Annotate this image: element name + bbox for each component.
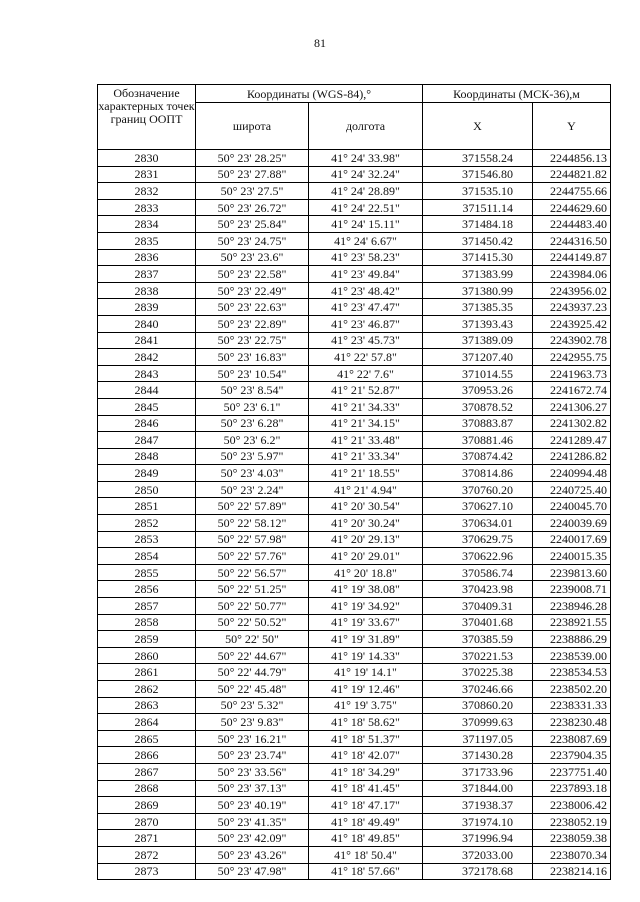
cell-latitude: 50° 23' 2.24": [196, 481, 309, 498]
cell-x: 370999.63: [423, 714, 533, 731]
cell-longitude: 41° 21' 33.48": [309, 432, 423, 449]
cell-latitude: 50° 23' 22.58": [196, 266, 309, 283]
cell-y: 2237904.35: [533, 747, 611, 764]
header-latitude: широта: [196, 103, 309, 150]
cell-longitude: 41° 23' 49.84": [309, 266, 423, 283]
cell-y: 2240017.69: [533, 531, 611, 548]
cell-longitude: 41° 22' 57.8": [309, 349, 423, 366]
table-row: [98, 498, 611, 515]
cell-x: 371558.24: [423, 150, 533, 167]
cell-point-id: 2851: [98, 498, 196, 515]
cell-longitude: 41° 19' 3.75": [309, 697, 423, 714]
cell-longitude: 41° 24' 32.24": [309, 166, 423, 183]
cell-x: 371383.99: [423, 266, 533, 283]
cell-longitude: 41° 20' 18.8": [309, 564, 423, 581]
cell-x: 370878.52: [423, 398, 533, 415]
cell-x: 371197.05: [423, 730, 533, 747]
cell-longitude: 41° 18' 49.85": [309, 830, 423, 847]
cell-point-id: 2847: [98, 432, 196, 449]
cell-y: 2242955.75: [533, 349, 611, 366]
cell-longitude: 41° 21' 4.94": [309, 481, 423, 498]
cell-point-id: 2837: [98, 266, 196, 283]
cell-y: 2240725.40: [533, 481, 611, 498]
table-row: [98, 150, 611, 167]
cell-x: 371415.30: [423, 249, 533, 266]
cell-x: 370409.31: [423, 598, 533, 615]
cell-y: 2241963.73: [533, 365, 611, 382]
cell-point-id: 2856: [98, 581, 196, 598]
cell-longitude: 41° 19' 38.08": [309, 581, 423, 598]
table-row: [98, 647, 611, 664]
cell-point-id: 2840: [98, 315, 196, 332]
cell-point-id: 2859: [98, 631, 196, 648]
cell-y: 2238534.53: [533, 664, 611, 681]
table-row: [98, 183, 611, 200]
cell-y: 2238886.29: [533, 631, 611, 648]
cell-point-id: 2838: [98, 282, 196, 299]
table-row: [98, 548, 611, 565]
cell-y: 2240039.69: [533, 515, 611, 532]
cell-longitude: 41° 24' 22.51": [309, 199, 423, 216]
table-row: [98, 780, 611, 797]
coordinates-table: [97, 84, 611, 880]
table-row: [98, 681, 611, 698]
cell-longitude: 41° 18' 41.45": [309, 780, 423, 797]
cell-y: 2238087.69: [533, 730, 611, 747]
cell-latitude: 50° 23' 6.2": [196, 432, 309, 449]
cell-y: 2243925.42: [533, 315, 611, 332]
cell-longitude: 41° 24' 28.89": [309, 183, 423, 200]
cell-y: 2244629.60: [533, 199, 611, 216]
cell-latitude: 50° 23' 6.1": [196, 398, 309, 415]
cell-point-id: 2873: [98, 863, 196, 880]
table-row: [98, 581, 611, 598]
cell-point-id: 2857: [98, 598, 196, 615]
cell-x: 371535.10: [423, 183, 533, 200]
cell-longitude: 41° 21' 33.34": [309, 448, 423, 465]
cell-latitude: 50° 23' 41.35": [196, 813, 309, 830]
table-row: [98, 564, 611, 581]
table-row: [98, 631, 611, 648]
cell-latitude: 50° 22' 56.57": [196, 564, 309, 581]
page-number: 81: [314, 36, 326, 50]
cell-x: 371207.40: [423, 349, 533, 366]
cell-x: 370860.20: [423, 697, 533, 714]
cell-y: 2238921.55: [533, 614, 611, 631]
cell-point-id: 2833: [98, 199, 196, 216]
table-row: [98, 415, 611, 432]
cell-latitude: 50° 23' 22.63": [196, 299, 309, 316]
table-row: [98, 199, 611, 216]
cell-latitude: 50° 23' 23.6": [196, 249, 309, 266]
cell-longitude: 41° 19' 14.1": [309, 664, 423, 681]
cell-y: 2238331.33: [533, 697, 611, 714]
cell-longitude: 41° 21' 52.87": [309, 382, 423, 399]
cell-x: 372178.68: [423, 863, 533, 880]
cell-latitude: 50° 22' 50.77": [196, 598, 309, 615]
table-row: [98, 730, 611, 747]
table-row: [98, 515, 611, 532]
cell-longitude: 41° 23' 46.87": [309, 315, 423, 332]
table-row: [98, 216, 611, 233]
cell-point-id: 2860: [98, 647, 196, 664]
cell-point-id: 2854: [98, 548, 196, 565]
cell-latitude: 50° 23' 37.13": [196, 780, 309, 797]
table-row: [98, 763, 611, 780]
cell-y: 2238070.34: [533, 846, 611, 863]
cell-latitude: 50° 23' 26.72": [196, 199, 309, 216]
cell-x: 370883.87: [423, 415, 533, 432]
cell-x: 371974.10: [423, 813, 533, 830]
cell-x: 372033.00: [423, 846, 533, 863]
cell-latitude: 50° 23' 33.56": [196, 763, 309, 780]
cell-latitude: 50° 23' 16.83": [196, 349, 309, 366]
table-row: [98, 432, 611, 449]
cell-latitude: 50° 23' 6.28": [196, 415, 309, 432]
table-row: [98, 365, 611, 382]
cell-x: 370586.74: [423, 564, 533, 581]
table-row: [98, 382, 611, 399]
cell-y: 2241306.27: [533, 398, 611, 415]
cell-y: 2243902.78: [533, 332, 611, 349]
cell-y: 2244316.50: [533, 232, 611, 249]
cell-longitude: 41° 18' 34.29": [309, 763, 423, 780]
cell-longitude: 41° 18' 51.37": [309, 730, 423, 747]
cell-latitude: 50° 22' 45.48": [196, 681, 309, 698]
table-row: [98, 813, 611, 830]
cell-point-id: 2868: [98, 780, 196, 797]
table-row: [98, 481, 611, 498]
cell-longitude: 41° 19' 33.67": [309, 614, 423, 631]
cell-latitude: 50° 23' 42.09": [196, 830, 309, 847]
cell-point-id: 2871: [98, 830, 196, 847]
cell-longitude: 41° 19' 34.92": [309, 598, 423, 615]
cell-point-id: 2864: [98, 714, 196, 731]
table-row: [98, 266, 611, 283]
cell-x: 371733.96: [423, 763, 533, 780]
table-row: [98, 863, 611, 880]
cell-latitude: 50° 23' 22.89": [196, 315, 309, 332]
cell-y: 2238946.28: [533, 598, 611, 615]
table-row: [98, 349, 611, 366]
cell-x: 370874.42: [423, 448, 533, 465]
cell-x: 370760.20: [423, 481, 533, 498]
cell-point-id: 2862: [98, 681, 196, 698]
cell-point-id: 2835: [98, 232, 196, 249]
table-body: [98, 150, 611, 880]
cell-longitude: 41° 21' 34.15": [309, 415, 423, 432]
table-row: [98, 797, 611, 814]
cell-longitude: 41° 23' 58.23": [309, 249, 423, 266]
cell-longitude: 41° 20' 29.13": [309, 531, 423, 548]
cell-longitude: 41° 18' 50.4": [309, 846, 423, 863]
cell-y: 2244821.82: [533, 166, 611, 183]
cell-y: 2244856.13: [533, 150, 611, 167]
cell-latitude: 50° 23' 16.21": [196, 730, 309, 747]
table-row: [98, 714, 611, 731]
cell-longitude: 41° 23' 48.42": [309, 282, 423, 299]
cell-point-id: 2834: [98, 216, 196, 233]
cell-x: 370953.26: [423, 382, 533, 399]
cell-y: 2238502.20: [533, 681, 611, 698]
table-row: [98, 232, 611, 249]
cell-point-id: 2853: [98, 531, 196, 548]
cell-point-id: 2866: [98, 747, 196, 764]
cell-x: 370246.66: [423, 681, 533, 698]
cell-x: 371014.55: [423, 365, 533, 382]
cell-y: 2240994.48: [533, 465, 611, 482]
cell-latitude: 50° 23' 22.75": [196, 332, 309, 349]
table-row: [98, 282, 611, 299]
table-row: [98, 398, 611, 415]
header-msk36: Координаты (МСК-36),м: [423, 85, 611, 103]
table-row: [98, 697, 611, 714]
cell-point-id: 2872: [98, 846, 196, 863]
cell-y: 2240045.70: [533, 498, 611, 515]
cell-longitude: 41° 22' 7.6": [309, 365, 423, 382]
cell-latitude: 50° 23' 28.25": [196, 150, 309, 167]
cell-x: 370221.53: [423, 647, 533, 664]
cell-point-id: 2855: [98, 564, 196, 581]
cell-point-id: 2863: [98, 697, 196, 714]
cell-x: 370814.86: [423, 465, 533, 482]
cell-point-id: 2848: [98, 448, 196, 465]
cell-longitude: 41° 20' 30.54": [309, 498, 423, 515]
table-row: [98, 249, 611, 266]
cell-latitude: 50° 22' 58.12": [196, 515, 309, 532]
cell-y: 2237893.18: [533, 780, 611, 797]
cell-longitude: 41° 18' 47.17": [309, 797, 423, 814]
cell-point-id: 2830: [98, 150, 196, 167]
cell-latitude: 50° 22' 57.98": [196, 531, 309, 548]
table-row: [98, 166, 611, 183]
cell-y: 2241286.82: [533, 448, 611, 465]
cell-latitude: 50° 23' 8.54": [196, 382, 309, 399]
cell-y: 2238052.19: [533, 813, 611, 830]
cell-latitude: 50° 22' 44.79": [196, 664, 309, 681]
cell-point-id: 2870: [98, 813, 196, 830]
table-row: [98, 598, 611, 615]
cell-x: 371996.94: [423, 830, 533, 847]
cell-longitude: 41° 24' 15.11": [309, 216, 423, 233]
cell-longitude: 41° 19' 14.33": [309, 647, 423, 664]
cell-latitude: 50° 23' 47.98": [196, 863, 309, 880]
cell-y: 2239813.60: [533, 564, 611, 581]
cell-latitude: 50° 23' 23.74": [196, 747, 309, 764]
header-point-designation: Обозначение характерных точек границ ООПТ: [98, 85, 196, 150]
cell-x: 370629.75: [423, 531, 533, 548]
header-wgs84: Координаты (WGS-84),°: [196, 85, 423, 103]
cell-point-id: 2842: [98, 349, 196, 366]
cell-point-id: 2846: [98, 415, 196, 432]
table-row: [98, 531, 611, 548]
cell-point-id: 2836: [98, 249, 196, 266]
cell-latitude: 50° 23' 43.26": [196, 846, 309, 863]
cell-y: 2241672.74: [533, 382, 611, 399]
cell-y: 2238539.00: [533, 647, 611, 664]
cell-latitude: 50° 22' 57.76": [196, 548, 309, 565]
cell-point-id: 2844: [98, 382, 196, 399]
cell-point-id: 2845: [98, 398, 196, 415]
cell-point-id: 2852: [98, 515, 196, 532]
table-row: [98, 614, 611, 631]
cell-latitude: 50° 23' 22.49": [196, 282, 309, 299]
cell-y: 2238214.16: [533, 863, 611, 880]
cell-latitude: 50° 22' 57.89": [196, 498, 309, 515]
cell-point-id: 2832: [98, 183, 196, 200]
cell-y: 2238059.38: [533, 830, 611, 847]
cell-longitude: 41° 24' 33.98": [309, 150, 423, 167]
cell-y: 2241289.47: [533, 432, 611, 449]
cell-latitude: 50° 23' 5.97": [196, 448, 309, 465]
cell-x: 371938.37: [423, 797, 533, 814]
cell-latitude: 50° 23' 4.03": [196, 465, 309, 482]
cell-x: 371546.80: [423, 166, 533, 183]
cell-x: 371844.00: [423, 780, 533, 797]
cell-x: 371450.42: [423, 232, 533, 249]
cell-point-id: 2858: [98, 614, 196, 631]
cell-x: 371380.99: [423, 282, 533, 299]
cell-latitude: 50° 23' 40.19": [196, 797, 309, 814]
cell-point-id: 2839: [98, 299, 196, 316]
cell-longitude: 41° 20' 29.01": [309, 548, 423, 565]
cell-x: 370622.96: [423, 548, 533, 565]
cell-y: 2243937.23: [533, 299, 611, 316]
cell-longitude: 41° 23' 45.73": [309, 332, 423, 349]
cell-longitude: 41° 21' 18.55": [309, 465, 423, 482]
cell-latitude: 50° 23' 27.5": [196, 183, 309, 200]
header-x: X: [423, 103, 533, 150]
cell-point-id: 2867: [98, 763, 196, 780]
cell-y: 2238230.48: [533, 714, 611, 731]
cell-longitude: 41° 23' 47.47": [309, 299, 423, 316]
cell-x: 371484.18: [423, 216, 533, 233]
cell-x: 371430.28: [423, 747, 533, 764]
cell-y: 2243984.06: [533, 266, 611, 283]
cell-longitude: 41° 18' 49.49": [309, 813, 423, 830]
cell-longitude: 41° 18' 57.66": [309, 863, 423, 880]
cell-y: 2237751.40: [533, 763, 611, 780]
cell-longitude: 41° 24' 6.67": [309, 232, 423, 249]
cell-longitude: 41° 21' 34.33": [309, 398, 423, 415]
table-row: [98, 747, 611, 764]
cell-y: 2244483.40: [533, 216, 611, 233]
cell-point-id: 2869: [98, 797, 196, 814]
header-longitude: долгота: [309, 103, 423, 150]
cell-x: 370634.01: [423, 515, 533, 532]
cell-x: 371385.35: [423, 299, 533, 316]
cell-x: 370225.38: [423, 664, 533, 681]
table-row: [98, 465, 611, 482]
cell-latitude: 50° 23' 10.54": [196, 365, 309, 382]
table-row: [98, 448, 611, 465]
cell-longitude: 41° 19' 31.89": [309, 631, 423, 648]
cell-point-id: 2849: [98, 465, 196, 482]
cell-latitude: 50° 23' 25.84": [196, 216, 309, 233]
cell-longitude: 41° 18' 42.07": [309, 747, 423, 764]
table-row: [98, 830, 611, 847]
cell-x: 370627.10: [423, 498, 533, 515]
cell-latitude: 50° 23' 9.83": [196, 714, 309, 731]
cell-point-id: 2843: [98, 365, 196, 382]
header-y: Y: [533, 103, 611, 150]
cell-y: 2243956.02: [533, 282, 611, 299]
cell-y: 2241302.82: [533, 415, 611, 432]
cell-x: 371511.14: [423, 199, 533, 216]
cell-latitude: 50° 22' 50.52": [196, 614, 309, 631]
table-row: [98, 315, 611, 332]
cell-y: 2244755.66: [533, 183, 611, 200]
cell-y: 2238006.42: [533, 797, 611, 814]
cell-x: 371389.09: [423, 332, 533, 349]
cell-y: 2239008.71: [533, 581, 611, 598]
cell-latitude: 50° 23' 27.88": [196, 166, 309, 183]
cell-x: 370881.46: [423, 432, 533, 449]
cell-x: 371393.43: [423, 315, 533, 332]
cell-y: 2240015.35: [533, 548, 611, 565]
cell-latitude: 50° 23' 24.75": [196, 232, 309, 249]
cell-latitude: 50° 22' 50": [196, 631, 309, 648]
cell-longitude: 41° 19' 12.46": [309, 681, 423, 698]
table-row: [98, 846, 611, 863]
table-row: [98, 299, 611, 316]
table-row: [98, 664, 611, 681]
cell-point-id: 2850: [98, 481, 196, 498]
cell-point-id: 2841: [98, 332, 196, 349]
cell-latitude: 50° 23' 5.32": [196, 697, 309, 714]
table-row: [98, 332, 611, 349]
cell-x: 370385.59: [423, 631, 533, 648]
cell-point-id: 2865: [98, 730, 196, 747]
cell-point-id: 2831: [98, 166, 196, 183]
cell-y: 2244149.87: [533, 249, 611, 266]
cell-longitude: 41° 20' 30.24": [309, 515, 423, 532]
cell-point-id: 2861: [98, 664, 196, 681]
cell-latitude: 50° 22' 44.67": [196, 647, 309, 664]
cell-latitude: 50° 22' 51.25": [196, 581, 309, 598]
cell-x: 370423.98: [423, 581, 533, 598]
cell-longitude: 41° 18' 58.62": [309, 714, 423, 731]
cell-x: 370401.68: [423, 614, 533, 631]
